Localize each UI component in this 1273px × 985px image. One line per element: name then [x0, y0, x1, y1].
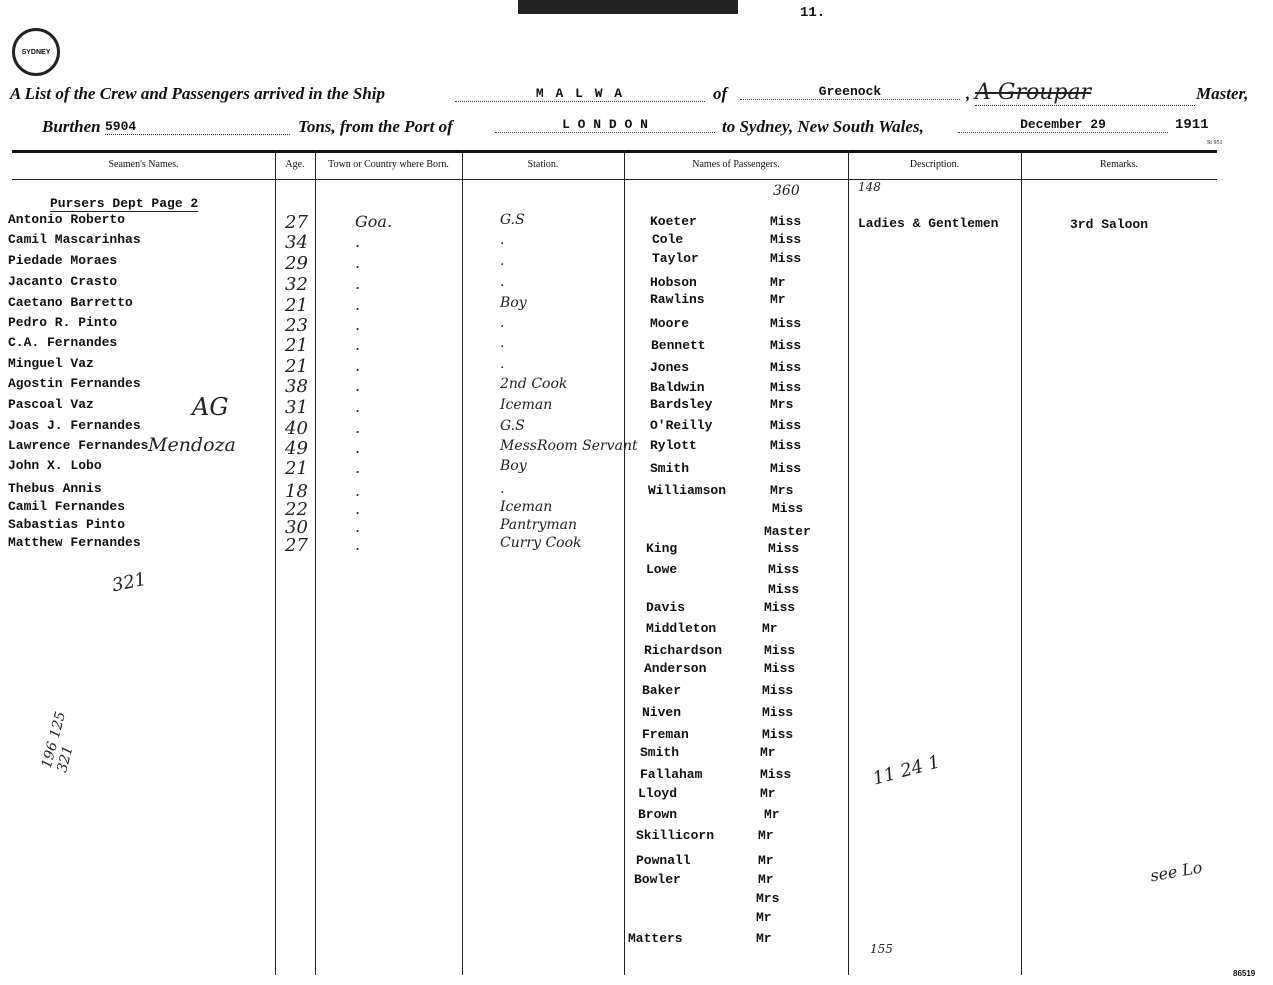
description-handwritten-note: 11 24 1 — [870, 751, 943, 790]
passenger-title: Miss — [768, 541, 800, 556]
crew-age: 18 — [285, 481, 308, 502]
crew-birthplace: . — [355, 232, 361, 251]
passenger-name: Skillicorn — [636, 828, 715, 843]
passenger-title: Miss — [770, 316, 802, 331]
crew-birthplace: . — [355, 295, 361, 314]
passenger-name: Williamson — [648, 483, 727, 498]
arrival-year: 1911 — [1175, 117, 1209, 133]
passenger-name: Bowler — [634, 872, 681, 887]
destination: to Sydney, New South Wales, — [722, 117, 924, 136]
passenger-name: Smith — [640, 745, 680, 760]
crew-station: . — [500, 274, 505, 290]
header-description: Description. — [909, 159, 960, 170]
crew-station: Pantryman — [500, 517, 578, 533]
crew-name: Piedade Moraes — [8, 253, 118, 268]
of-label: of — [713, 84, 728, 103]
crew-birthplace: . — [355, 499, 361, 518]
passenger-title: Miss — [768, 562, 800, 577]
crew-station: . — [500, 335, 505, 351]
crew-age: 21 — [285, 458, 308, 479]
crew-age: 30 — [285, 517, 308, 538]
crew-name: Pedro R. Pinto — [8, 315, 118, 330]
crew-name: Caetano Barretto — [8, 295, 133, 310]
crew-age: 27 — [285, 212, 308, 233]
crew-birthplace: . — [355, 315, 361, 334]
archive-stamp: SYDNEY — [12, 28, 60, 76]
passenger-title: Miss — [770, 232, 802, 247]
crew-age: 23 — [285, 315, 308, 336]
passenger-name: Rylott — [650, 438, 697, 453]
passenger-title: Miss — [760, 767, 792, 782]
crew-age: 21 — [285, 335, 308, 356]
annotation-tally: 196 125 321 — [38, 709, 77, 775]
crew-age: 22 — [285, 499, 308, 520]
passenger-name: Jones — [650, 360, 690, 375]
passenger-title: Mr — [758, 872, 774, 887]
passenger-title: Mr — [756, 931, 772, 946]
comma: , — [966, 84, 971, 103]
crew-name: Thebus Annis — [8, 481, 102, 496]
crew-name: Jacanto Crasto — [8, 274, 118, 289]
passenger-name: Smith — [650, 461, 690, 476]
crew-age: 21 — [285, 295, 308, 316]
passenger-name: Hobson — [650, 275, 697, 290]
crew-name: Minguel Vaz — [8, 356, 94, 371]
passenger-name: Middleton — [646, 621, 717, 636]
crew-age: 29 — [285, 253, 308, 274]
passenger-name: Moore — [650, 316, 690, 331]
passenger-title: Mr — [758, 828, 774, 843]
crew-name: John X. Lobo — [8, 458, 102, 473]
passenger-name: Rawlins — [650, 292, 705, 307]
passenger-name: Pownall — [636, 853, 691, 868]
crew-station: . — [500, 481, 505, 497]
master-signature: A Groupar — [975, 80, 1195, 106]
passenger-title: Mr — [770, 275, 786, 290]
table-top-rule — [12, 150, 1217, 153]
sheet-number: 86519 — [1233, 969, 1256, 978]
crew-birthplace: . — [355, 376, 361, 395]
crew-name: Antonio Roberto — [8, 212, 126, 227]
passenger-name: Niven — [642, 705, 682, 720]
column-divider — [462, 150, 463, 975]
crew-station: Boy — [500, 458, 527, 474]
remarks-handwritten-note: see Lo — [1148, 857, 1204, 886]
header-seamen-names: Seamen's Names. — [108, 159, 179, 170]
crew-name: Pascoal Vaz — [8, 397, 94, 412]
crew-birthplace: . — [355, 535, 361, 554]
passenger-title: Miss — [762, 727, 794, 742]
passenger-title: Master — [764, 524, 811, 539]
home-port: Greenock — [740, 84, 960, 100]
passenger-name: Lloyd — [638, 786, 678, 801]
passenger-title: Mr — [760, 745, 776, 760]
passenger-name: Fallaham — [640, 767, 703, 782]
crew-station: Boy — [500, 295, 527, 311]
crew-station: G.S — [500, 418, 525, 434]
crew-station: Curry Cook — [500, 535, 582, 551]
passenger-name: Matters — [628, 931, 683, 946]
crew-name: Lawrence Fernandes — [8, 438, 149, 453]
crew-name: Camil Fernandes — [8, 499, 126, 514]
crew-age: 32 — [285, 274, 308, 295]
passenger-title: Miss — [770, 251, 802, 266]
passenger-name: Bennett — [651, 338, 706, 353]
header-passengers: Names of Passengers. — [692, 159, 780, 170]
passenger-title: Miss — [770, 461, 802, 476]
passenger-title: Mr — [762, 621, 778, 636]
arrival-date: December 29 — [958, 117, 1168, 133]
passenger-title: Miss — [770, 380, 802, 395]
crew-name: Joas J. Fernandes — [8, 418, 141, 433]
crew-station: Iceman — [500, 397, 553, 413]
crew-birthplace: . — [355, 253, 361, 272]
passenger-title: Miss — [762, 705, 794, 720]
annotation-mendoza: Mendoza — [148, 434, 236, 456]
crew-age: 21 — [285, 356, 308, 377]
page-number: 11. — [800, 5, 826, 21]
passenger-title: Miss — [768, 582, 800, 597]
passenger-title: Mr — [770, 292, 786, 307]
crew-age: 27 — [285, 535, 308, 556]
passenger-title: Miss — [770, 418, 802, 433]
crew-birthplace: . — [355, 356, 361, 375]
table-header-rule — [12, 179, 1217, 180]
crew-station: 2nd Cook — [500, 376, 568, 392]
description-note: 148 — [858, 180, 881, 194]
crew-station: MessRoom Servant — [500, 438, 638, 454]
burthen-label: Burthen — [42, 117, 101, 136]
passenger-name: Cole — [652, 232, 684, 247]
passenger-title: Mr — [756, 910, 772, 925]
crew-age: 38 — [285, 376, 308, 397]
header-station: Station. — [527, 159, 559, 170]
description-text: Ladies & Gentlemen — [858, 216, 999, 231]
passenger-name: Taylor — [652, 251, 699, 266]
column-divider — [624, 150, 625, 975]
crew-birthplace: . — [355, 517, 361, 536]
passenger-title: Miss — [770, 338, 802, 353]
crew-name: Sabastias Pinto — [8, 517, 126, 532]
passenger-name: Bardsley — [650, 397, 713, 412]
crew-birthplace: Goa. — [355, 212, 393, 231]
passenger-name: Baldwin — [650, 380, 705, 395]
crew-station: G.S — [500, 212, 525, 228]
passenger-name: Anderson — [644, 661, 707, 676]
passenger-name: O'Reilly — [650, 418, 713, 433]
header-born: Town or Country where Born. — [328, 159, 449, 170]
title-prefix: A List of the Crew and Passengers arrived in the Ship — [10, 84, 385, 103]
column-divider — [315, 150, 316, 975]
crew-birthplace: . — [355, 274, 361, 293]
annotation-count: 321 — [110, 568, 149, 597]
passenger-title: Miss — [764, 600, 796, 615]
crew-birthplace: . — [355, 397, 361, 416]
bottom-note: 155 — [870, 942, 893, 956]
crew-station: . — [500, 315, 505, 331]
crew-name: Agostin Fernandes — [8, 376, 141, 391]
passenger-title: Miss — [764, 661, 796, 676]
crew-age: 40 — [285, 418, 308, 439]
crew-age: 31 — [285, 397, 308, 418]
header-remarks: Remarks. — [1099, 159, 1139, 170]
crew-station: . — [500, 253, 505, 269]
passenger-name: Koeter — [650, 214, 697, 229]
passenger-name: Freman — [642, 727, 689, 742]
passenger-name: Richardson — [644, 643, 723, 658]
section-heading: Pursers Dept Page 2 — [50, 196, 199, 211]
crew-station: . — [500, 232, 505, 248]
passenger-title: Miss — [762, 683, 794, 698]
crew-birthplace: . — [355, 438, 361, 457]
column-divider — [1021, 150, 1022, 975]
passenger-name: King — [646, 541, 678, 556]
passenger-title: Miss — [770, 438, 802, 453]
passenger-name: Lowe — [646, 562, 678, 577]
crew-name: Camil Mascarinhas — [8, 232, 141, 247]
passenger-title: Mr — [764, 807, 780, 822]
master-label: Master, — [1196, 84, 1249, 103]
passenger-title: Mrs — [770, 397, 794, 412]
header-age: Age. — [285, 159, 305, 170]
burthen-value: 5904 — [105, 119, 290, 135]
port-name: L O N D O N — [495, 117, 715, 133]
passenger-title: Mrs — [756, 891, 780, 906]
passenger-title: Mr — [758, 853, 774, 868]
column-divider — [275, 150, 276, 975]
passenger-title: Mr — [760, 786, 776, 801]
passenger-title: Miss — [770, 360, 802, 375]
crew-age: 49 — [285, 438, 308, 459]
crew-age: 34 — [285, 232, 308, 253]
crew-birthplace: . — [355, 458, 361, 477]
crew-name: Matthew Fernandes — [8, 535, 141, 550]
passenger-title: Miss — [764, 643, 796, 658]
passenger-title: Mrs — [770, 483, 794, 498]
passenger-name: Davis — [646, 600, 686, 615]
crew-birthplace: . — [355, 418, 361, 437]
annotation-ag: AG — [192, 393, 229, 421]
tons-label: Tons, from the Port of — [298, 117, 453, 136]
crew-station: . — [500, 356, 505, 372]
crew-birthplace: . — [355, 335, 361, 354]
remarks-text: 3rd Saloon — [1070, 217, 1149, 232]
redaction-bar — [518, 0, 738, 14]
crew-birthplace: . — [355, 481, 361, 500]
passenger-title: Miss — [770, 214, 802, 229]
passenger-note: 360 — [773, 183, 800, 199]
crew-name: C.A. Fernandes — [8, 335, 118, 350]
form-number: St 951 — [1207, 140, 1223, 146]
passenger-name: Baker — [642, 683, 682, 698]
passenger-title: Miss — [772, 501, 804, 516]
ship-name: M A L W A — [455, 86, 705, 102]
passenger-name: Brown — [638, 807, 678, 822]
column-divider — [848, 150, 849, 975]
crew-station: Iceman — [500, 499, 553, 515]
